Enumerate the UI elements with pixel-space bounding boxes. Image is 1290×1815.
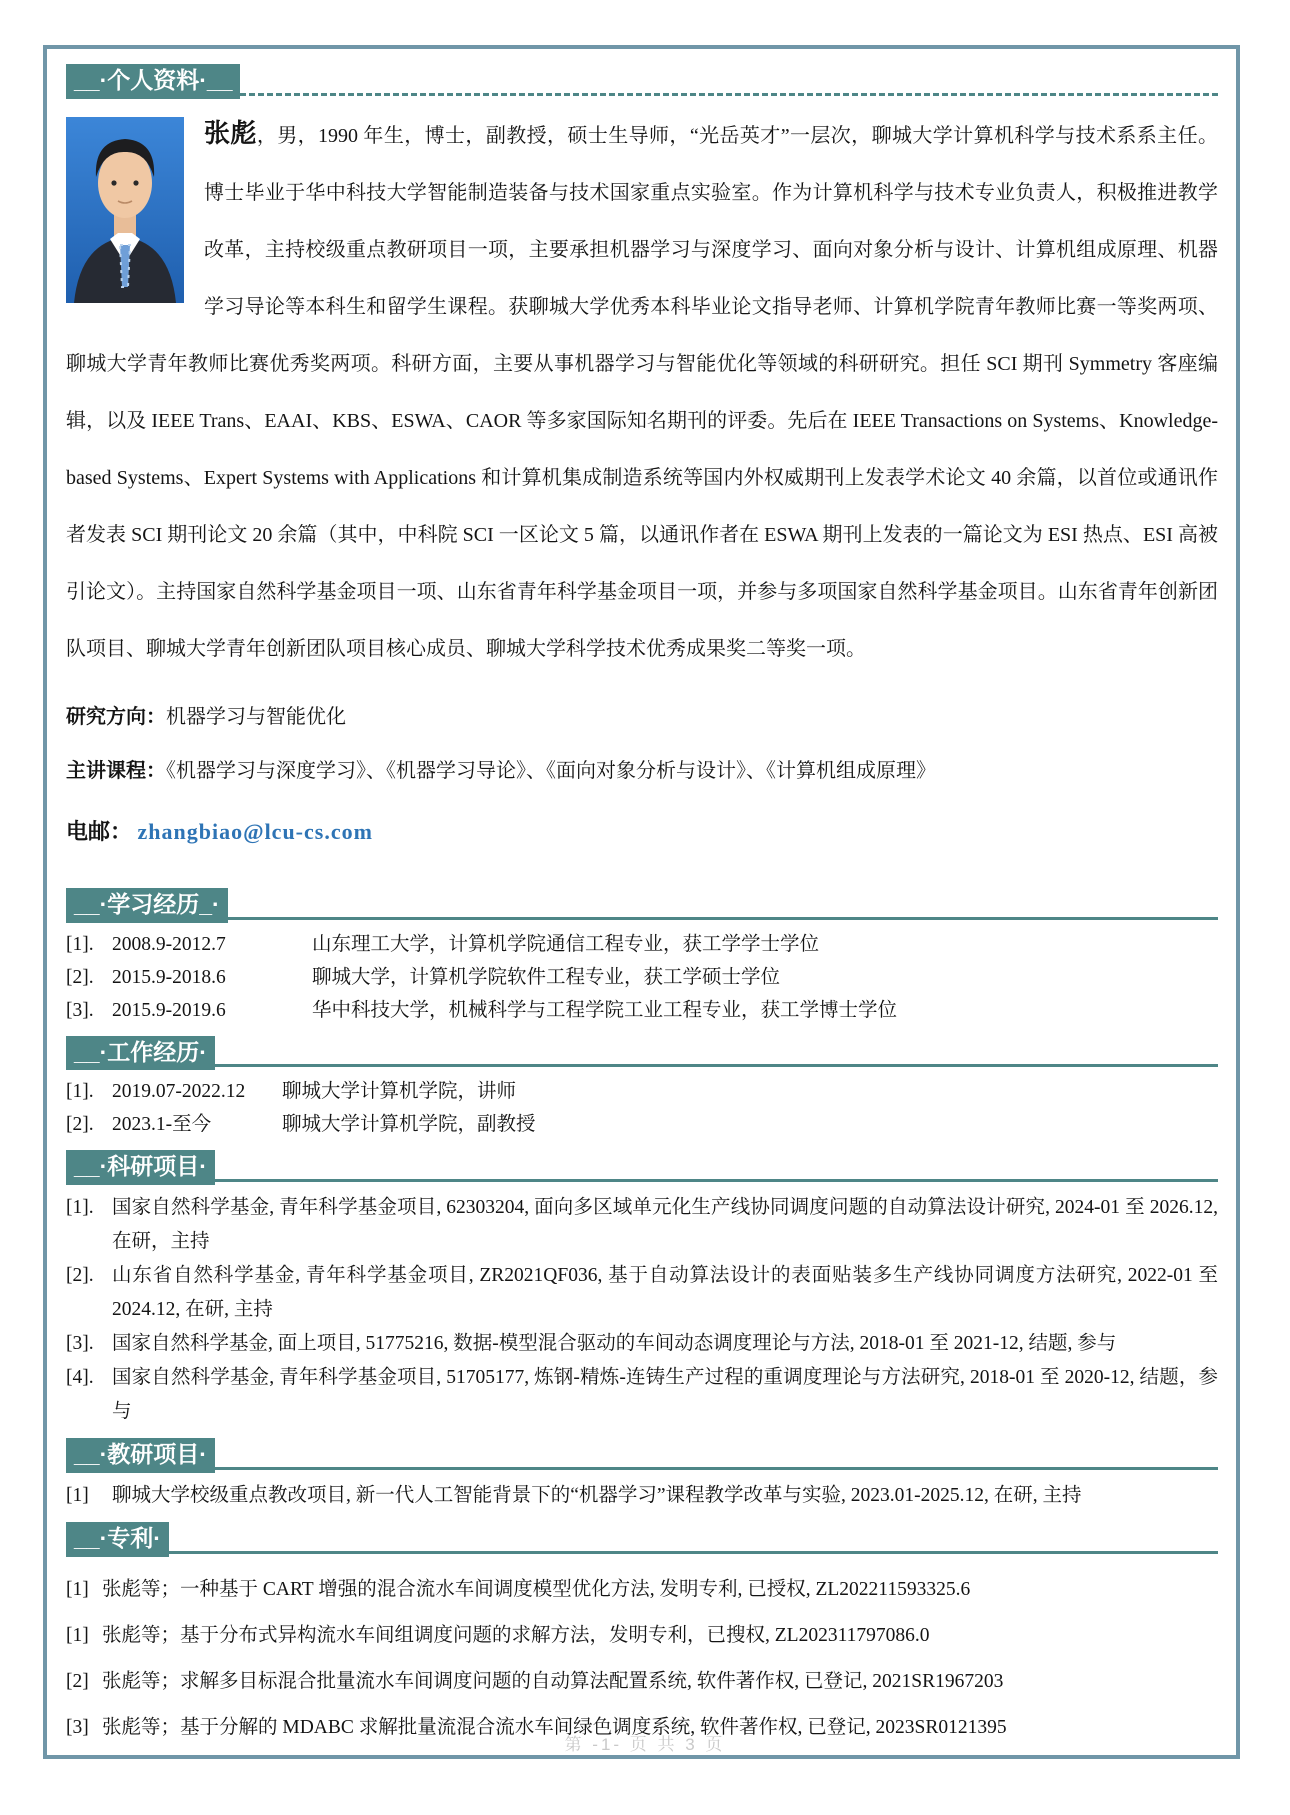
row-date: 2015.9-2018.6 <box>112 966 226 988</box>
section-badge-work: __·工作经历· <box>66 1036 215 1071</box>
row-number: [1]. <box>66 1081 94 1103</box>
section-header-research-projects <box>66 1150 1218 1185</box>
page-number: 第 -1- 页 共 3 页 <box>564 1735 726 1754</box>
section-badge-teaching-projects: __·教研项目· <box>66 1438 215 1473</box>
section-badge-patents: __·专利· <box>66 1522 169 1557</box>
section-rule-teaching-projects <box>215 1467 1218 1470</box>
section-header-education <box>66 888 1218 923</box>
row-desc: 聊城大学计算机学院，副教授 <box>282 1114 536 1136</box>
section-rule-research-projects <box>215 1179 1218 1182</box>
section-badge-research-projects: __·科研项目· <box>66 1150 215 1185</box>
row-number: [3] <box>66 1716 89 1738</box>
section-header-work <box>66 1036 1218 1071</box>
education-row <box>66 928 1218 961</box>
row-date: 2008.9-2012.7 <box>112 933 226 955</box>
row-desc: 华中科技大学，机械科学与工程学院工业工程专业，获工学博士学位 <box>312 999 898 1021</box>
row-text: 张彪等；一种基于 CART 增强的混合流水车间调度模型优化方法, 发明专利, 已授权, ZL202211593325.6 <box>102 1578 971 1600</box>
row-number: [2]. <box>66 966 94 988</box>
project-row <box>66 1479 1218 1513</box>
courses-value: 《机器学习与深度学习》、《机器学习导论》、《面向对象分析与设计》、《计算机组成原理》 <box>166 759 936 782</box>
section-badge-education: __·学习经历_· <box>66 888 228 923</box>
teaching-projects-list <box>66 1479 1218 1513</box>
person-name: 张彪 <box>204 117 257 148</box>
row-number: [1]. <box>66 933 94 955</box>
person-intro-text: ，男，1990 年生，博士，副教授，硕士生导师，“光岳英才”一层次，聊城大学计算机科学与技术系系主任。博士毕业于华中科技大学智能制造装备与技术国家重点实验室。作为计算机科学与技术专业负责人，积极推进教学改革，主持校级重点教研项目一项，主要承担机器学习与深度学习、面向对象分析与设计、计算机组成原理、机器学习导论等本科生和留学生课程。获聊城大学优秀本科毕业论文指导老师、计算机学院青年教师比赛一等奖两项、聊城大学青年教师比赛优秀奖两项。科研方面，主要从事机器学习与智能优化等领域的科研研究。担任 SCI 期刊 Symmetry 客座编辑，以及 IEEE Trans、EAAI、KBS、ESWA、CAOR 等多家国际知名期刊的评委。先后在 IEEE Transactions on Systems、Knowledge-based Systems、Expert Systems with Applications 和计算机集成制造系统等国内外权威期刊上发表学术论文 40 余篇，以首位或通讯作者发表 SCI 期刊论文 20 余篇（其中，中科院 SCI 一区论文 5 篇，以通讯作者在 ESWA 期刊上发表的一篇论文为 ESI 热点、ESI 高被引论文）。主持国家自然科学基金项目一项、山东省青年科学基金项目一项，并参与多项国家自然科学基金项目。山东省青年创新团队项目、聊城大学青年创新团队项目核心成员、聊城大学科学技术优秀成果奖二等奖一项。 <box>66 124 1218 660</box>
section-header-teaching-projects <box>66 1438 1218 1473</box>
courses-label: 主讲课程： <box>66 759 166 782</box>
email-link[interactable]: zhangbiao@lcu-cs.com <box>137 818 373 844</box>
row-desc: 山东理工大学，计算机学院通信工程专业，获工学学士学位 <box>312 933 820 955</box>
education-row <box>66 994 1218 1027</box>
section-badge-personal: __·个人资料·__ <box>66 64 240 99</box>
email-line <box>66 816 1218 848</box>
row-text: 聊城大学校级重点教改项目, 新一代人工智能背景下的“机器学习”课程教学改革与实验, 2023.01-2025.12, 在研, 主持 <box>112 1484 1082 1506</box>
section-header-personal <box>66 64 1218 99</box>
row-number: [1] <box>66 1624 89 1646</box>
work-row <box>66 1108 1218 1141</box>
row-date: 2015.9-2019.6 <box>112 999 226 1021</box>
row-text: 国家自然科学基金, 面上项目, 51775216, 数据-模型混合驱动的车间动态调度理论与方法, 2018-01 至 2021-12, 结题, 参与 <box>112 1333 1117 1354</box>
row-text: 张彪等；求解多目标混合批量流水车间调度问题的自动算法配置系统, 软件著作权, 已登记, 2021SR1967203 <box>102 1670 1004 1692</box>
patents-list <box>66 1577 1218 1741</box>
row-number: [1] <box>66 1578 89 1600</box>
work-row <box>66 1075 1218 1108</box>
row-number: [1] <box>66 1484 89 1506</box>
row-number: [3]. <box>66 999 94 1021</box>
project-row <box>66 1191 1218 1259</box>
row-text: 山东省自然科学基金, 青年科学基金项目, ZR2021QF036, 基于自动算法设计的表面贴装多生产线协同调度方法研究, 2022-01 至 2024.12, 在研, 主持 <box>112 1265 1218 1320</box>
row-number: [3]. <box>66 1333 94 1354</box>
profile-photo <box>66 117 184 303</box>
research-direction-value: 机器学习与智能优化 <box>166 705 346 728</box>
project-row <box>66 1361 1218 1429</box>
courses-line <box>66 756 1218 786</box>
personal-intro <box>66 105 1218 678</box>
row-date: 2019.07-2022.12 <box>112 1081 246 1103</box>
row-number: [2]. <box>66 1265 94 1286</box>
row-desc: 聊城大学计算机学院，讲师 <box>282 1081 517 1103</box>
patent-row <box>66 1669 1218 1695</box>
email-label: 电邮： <box>66 818 133 844</box>
row-number: [4]. <box>66 1367 94 1388</box>
research-direction-line <box>66 702 1218 732</box>
education-list <box>66 928 1218 1027</box>
row-number: [1]. <box>66 1197 94 1218</box>
section-header-patents <box>66 1522 1218 1557</box>
work-list <box>66 1075 1218 1141</box>
cv-page <box>66 64 1218 1741</box>
research-direction-label: 研究方向： <box>66 705 166 728</box>
section-rule-personal <box>240 93 1218 96</box>
row-text: 国家自然科学基金, 青年科学基金项目, 51705177, 炼钢-精炼-连铸生产过程的重调度理论与方法研究, 2018-01 至 2020-12, 结题，参与 <box>112 1367 1218 1422</box>
project-row <box>66 1259 1218 1327</box>
row-date: 2023.1-至今 <box>112 1114 212 1136</box>
section-rule-work <box>215 1064 1218 1067</box>
project-row <box>66 1327 1218 1361</box>
patent-row <box>66 1623 1218 1649</box>
section-rule-patents <box>169 1551 1218 1554</box>
section-rule-education <box>228 917 1218 920</box>
patent-row <box>66 1577 1218 1603</box>
row-text: 张彪等；基于分解的 MDABC 求解批量流混合流水车间绿色调度系统, 软件著作权, 已登记, 2023SR0121395 <box>102 1716 1007 1738</box>
research-projects-list <box>66 1191 1218 1429</box>
row-text: 张彪等；基于分布式异构流水车间组调度问题的求解方法，发明专利，已搜权, ZL202311797086.0 <box>102 1624 930 1646</box>
education-row <box>66 961 1218 994</box>
row-number: [2] <box>66 1670 89 1692</box>
row-text: 国家自然科学基金, 青年科学基金项目, 62303204, 面向多区域单元化生产线协同调度问题的自动算法设计研究, 2024-01 至 2026.12, 在研，主持 <box>112 1197 1218 1252</box>
row-desc: 聊城大学，计算机学院软件工程专业，获工学硕士学位 <box>312 966 781 988</box>
row-number: [2]. <box>66 1114 94 1136</box>
